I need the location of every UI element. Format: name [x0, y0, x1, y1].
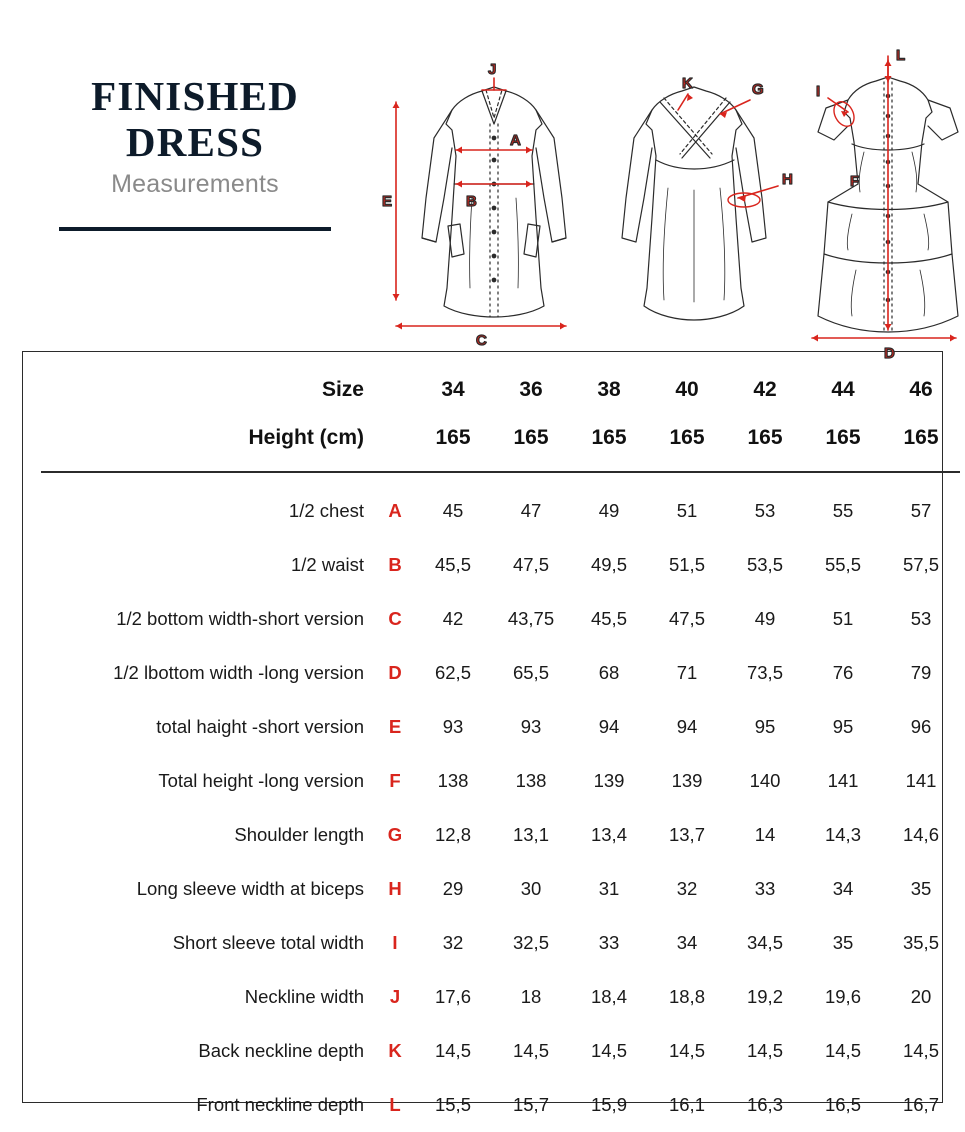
cell-G-38: 13,4 — [590, 824, 627, 845]
cell-E-42: 95 — [754, 716, 776, 737]
header-height-42: 165 — [747, 426, 783, 449]
cell-H-40: 32 — [676, 878, 698, 899]
cell-F-40: 139 — [671, 770, 703, 791]
row-code-J: J — [389, 986, 401, 1007]
table-row — [41, 754, 960, 808]
header-size-46: 46 — [909, 378, 933, 401]
cell-F-42: 140 — [749, 770, 781, 791]
row-code-B: B — [388, 554, 402, 575]
cell-F-44: 141 — [827, 770, 859, 791]
cell-B-40: 51,5 — [668, 554, 705, 575]
cell-E-40: 94 — [676, 716, 698, 737]
table-row — [41, 1078, 960, 1132]
label-L: L — [896, 47, 906, 64]
cell-F-36: 138 — [515, 770, 547, 791]
table-row — [41, 592, 960, 646]
cell-H-36: 30 — [520, 878, 542, 899]
row-label-long-sleeve-biceps: Long sleeve width at biceps — [136, 878, 364, 899]
cell-C-34: 42 — [442, 608, 464, 629]
cell-B-42: 53,5 — [746, 554, 783, 575]
table-row — [41, 646, 960, 700]
measurements-table — [41, 366, 960, 1132]
cell-I-40: 34 — [676, 932, 698, 953]
cell-B-38: 49,5 — [590, 554, 627, 575]
cell-A-46: 57 — [910, 500, 932, 521]
label-J: J — [488, 61, 497, 78]
cell-L-36: 15,7 — [512, 1094, 549, 1115]
cell-E-34: 93 — [442, 716, 464, 737]
cell-F-38: 139 — [593, 770, 625, 791]
page-title — [30, 74, 360, 166]
cell-F-46: 141 — [905, 770, 937, 791]
row-code-K: K — [388, 1040, 402, 1061]
label-G: G — [752, 81, 764, 98]
back-measure-lines — [678, 94, 778, 207]
back-view — [622, 87, 766, 320]
table-row — [41, 916, 960, 970]
cell-H-46: 35 — [910, 878, 932, 899]
table-header-divider — [41, 462, 960, 472]
cell-K-36: 14,5 — [512, 1040, 549, 1061]
cell-B-46: 57,5 — [902, 554, 939, 575]
header-height-label: Height (cm) — [248, 426, 364, 449]
cell-G-42: 14 — [754, 824, 776, 845]
title-divider — [59, 227, 331, 231]
cell-H-44: 34 — [832, 878, 854, 899]
header-size-44: 44 — [831, 378, 855, 401]
table-header-size-row — [41, 366, 960, 414]
table-header-spacer — [41, 472, 960, 484]
cell-J-40: 18,8 — [668, 986, 705, 1007]
cell-K-40: 14,5 — [668, 1040, 705, 1061]
row-code-H: H — [388, 878, 402, 899]
cell-I-36: 32,5 — [512, 932, 549, 953]
cell-L-40: 16,1 — [668, 1094, 705, 1115]
cell-D-40: 71 — [676, 662, 698, 683]
row-code-E: E — [388, 716, 402, 737]
label-F: F — [850, 173, 860, 190]
cell-D-46: 79 — [910, 662, 932, 683]
row-label-neckline-width: Neckline width — [244, 986, 364, 1007]
header-code-blank — [376, 366, 414, 414]
cell-K-42: 14,5 — [746, 1040, 783, 1061]
cell-D-38: 68 — [598, 662, 620, 683]
cell-G-40: 13,7 — [668, 824, 705, 845]
cell-L-46: 16,7 — [902, 1094, 939, 1115]
cell-G-46: 14,6 — [902, 824, 939, 845]
label-B: B — [466, 193, 477, 210]
cell-J-34: 17,6 — [434, 986, 471, 1007]
header-height-44: 165 — [825, 426, 861, 449]
header-size-36: 36 — [519, 378, 543, 401]
cell-L-38: 15,9 — [590, 1094, 627, 1115]
cell-A-36: 47 — [520, 500, 542, 521]
cell-K-34: 14,5 — [434, 1040, 471, 1061]
cell-L-42: 16,3 — [746, 1094, 783, 1115]
row-code-L: L — [389, 1094, 401, 1115]
cell-J-36: 18 — [520, 986, 542, 1007]
row-code-D: D — [388, 662, 402, 683]
table-body — [41, 484, 960, 1132]
row-code-C: C — [388, 608, 402, 629]
measurements-table-container — [22, 351, 943, 1115]
page-title-line2: DRESS — [125, 118, 265, 165]
cell-L-34: 15,5 — [434, 1094, 471, 1115]
cell-D-36: 65,5 — [512, 662, 549, 683]
cell-L-44: 16,5 — [824, 1094, 861, 1115]
dress-technical-drawing — [360, 38, 960, 368]
cell-E-36: 93 — [520, 716, 542, 737]
row-label-bottom-long: 1/2 lbottom width -long version — [113, 662, 364, 683]
dress-illustration — [360, 38, 965, 368]
cell-B-44: 55,5 — [824, 554, 861, 575]
cell-C-36: 43,75 — [507, 608, 555, 629]
cell-B-36: 47,5 — [512, 554, 549, 575]
cell-I-46: 35,5 — [902, 932, 939, 953]
row-code-I: I — [392, 932, 398, 953]
cell-K-38: 14,5 — [590, 1040, 627, 1061]
cell-I-42: 34,5 — [746, 932, 783, 953]
row-label-waist: 1/2 waist — [290, 554, 364, 575]
label-A: A — [510, 132, 521, 149]
cell-C-38: 45,5 — [590, 608, 627, 629]
label-K: K — [682, 75, 693, 92]
header-area — [0, 0, 965, 362]
header-size-34: 34 — [441, 378, 465, 401]
header-height-46: 165 — [903, 426, 939, 449]
front-view-short — [422, 87, 566, 317]
cell-A-34: 45 — [442, 500, 464, 521]
row-label-shoulder-length: Shoulder length — [234, 824, 364, 845]
cell-E-44: 95 — [832, 716, 854, 737]
cell-I-44: 35 — [832, 932, 854, 953]
label-I: I — [816, 83, 821, 100]
label-E: E — [382, 193, 393, 210]
cell-G-34: 12,8 — [434, 824, 471, 845]
table-row — [41, 484, 960, 538]
cell-H-38: 31 — [598, 878, 620, 899]
cell-D-44: 76 — [832, 662, 854, 683]
cell-C-40: 47,5 — [668, 608, 705, 629]
header-size-42: 42 — [753, 378, 777, 401]
table-row — [41, 808, 960, 862]
row-code-A: A — [388, 500, 402, 521]
label-C: C — [476, 332, 487, 349]
header-size-label: Size — [321, 378, 364, 401]
cell-A-44: 55 — [832, 500, 854, 521]
cell-G-44: 14,3 — [824, 824, 861, 845]
cell-I-34: 32 — [442, 932, 464, 953]
cell-D-42: 73,5 — [746, 662, 783, 683]
cell-E-38: 94 — [598, 716, 620, 737]
cell-C-46: 53 — [910, 608, 932, 629]
cell-A-38: 49 — [598, 500, 620, 521]
table-header-height-row — [41, 414, 960, 462]
cell-J-46: 20 — [910, 986, 932, 1007]
header-height-40: 165 — [669, 426, 705, 449]
row-code-G: G — [387, 824, 403, 845]
cell-F-34: 138 — [437, 770, 469, 791]
table-row — [41, 700, 960, 754]
row-label-bottom-short: 1/2 bottom width-short version — [116, 608, 364, 629]
table-row — [41, 862, 960, 916]
cell-B-34: 45,5 — [434, 554, 471, 575]
table-row — [41, 538, 960, 592]
cell-A-40: 51 — [676, 500, 698, 521]
row-label-chest: 1/2 chest — [288, 500, 364, 521]
header-size-40: 40 — [675, 378, 699, 401]
row-label-back-neckline-depth: Back neckline depth — [198, 1040, 364, 1061]
header-height-36: 165 — [513, 426, 549, 449]
cell-I-38: 33 — [598, 932, 620, 953]
cell-D-34: 62,5 — [434, 662, 471, 683]
header-height-38: 165 — [591, 426, 627, 449]
cell-K-46: 14,5 — [902, 1040, 939, 1061]
header-height-code-blank — [376, 414, 414, 462]
table-row — [41, 1024, 960, 1078]
cell-C-44: 51 — [832, 608, 854, 629]
page-subtitle: Measurements — [111, 169, 279, 198]
page-title-line1: FINISHED — [91, 73, 299, 119]
row-label-short-sleeve-width: Short sleeve total width — [172, 932, 364, 953]
header-size-38: 38 — [597, 378, 621, 401]
cell-C-42: 49 — [754, 608, 776, 629]
cell-K-44: 14,5 — [824, 1040, 861, 1061]
cell-J-42: 19,2 — [746, 986, 783, 1007]
row-label-total-height-short: total haight -short version — [156, 716, 364, 737]
cell-H-34: 29 — [442, 878, 464, 899]
cell-G-36: 13,1 — [512, 824, 549, 845]
row-code-F: F — [389, 770, 401, 791]
label-D: D — [884, 345, 895, 362]
cell-J-44: 19,6 — [824, 986, 861, 1007]
cell-J-38: 18,4 — [590, 986, 627, 1007]
table-row — [41, 970, 960, 1024]
cell-A-42: 53 — [754, 500, 776, 521]
title-block — [0, 38, 360, 231]
row-label-total-height-long: Total height -long version — [158, 770, 364, 791]
cell-H-42: 33 — [754, 878, 776, 899]
label-H: H — [782, 171, 793, 188]
header-height-34: 165 — [435, 426, 471, 449]
row-label-front-neckline-depth: Front neckline depth — [196, 1094, 364, 1115]
cell-E-46: 96 — [910, 716, 932, 737]
